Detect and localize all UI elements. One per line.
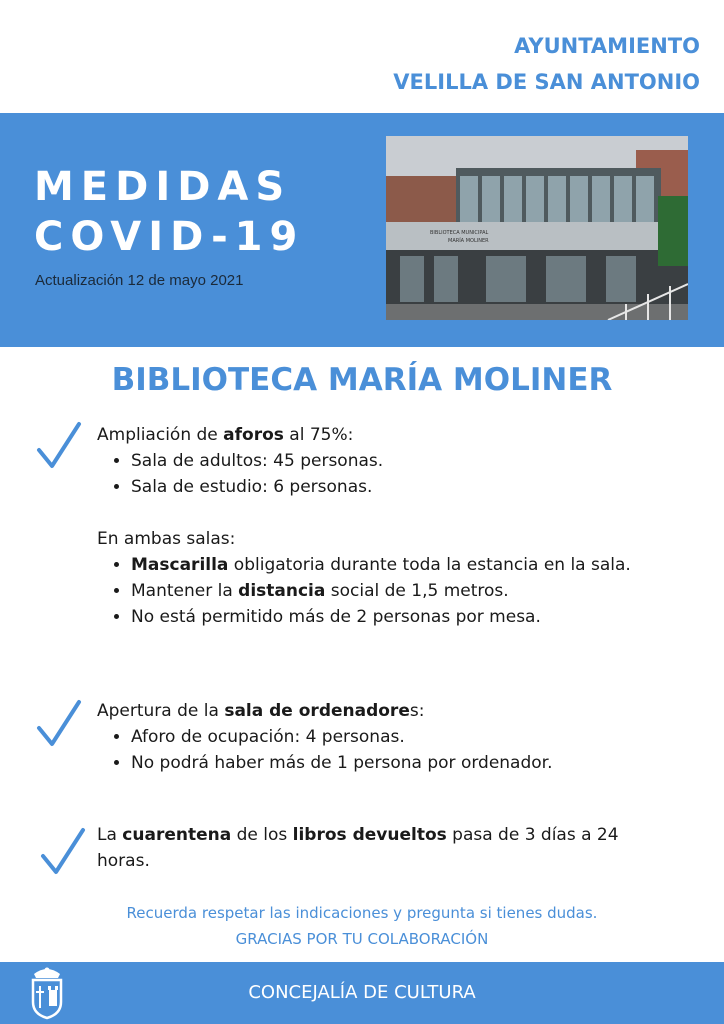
- list-item: • No está permitido más de 2 personas por mesa.: [131, 604, 667, 630]
- text: obligatoria durante toda la estancia en la sala.: [228, 555, 631, 575]
- capacity-intro: [97, 422, 667, 448]
- library-title: BIBLIOTECA MARÍA MOLINER: [111, 362, 613, 398]
- text: s:: [409, 701, 425, 721]
- checkmark-icon: [36, 420, 82, 472]
- text: Ampliación de: [97, 425, 224, 445]
- computer-room-section: [97, 698, 667, 776]
- text: pasa de 3 días a 24 horas.: [97, 825, 619, 871]
- organization-name: [393, 28, 700, 100]
- rules-list: [97, 552, 667, 630]
- computer-room-list: [97, 724, 667, 776]
- both-rooms-label: En ambas salas:: [97, 529, 236, 549]
- update-date: Actualización 12 de mayo 2021: [35, 272, 244, 289]
- list-item: • Sala de estudio: 6 personas.: [131, 474, 667, 500]
- library-building-image: [386, 136, 688, 320]
- org-line-1: AYUNTAMIENTO: [514, 34, 700, 58]
- list-item: • No podrá haber más de 1 persona por ordenador.: [131, 750, 667, 776]
- computer-room-intro: [97, 698, 667, 724]
- text-bold: libros devueltos: [292, 825, 447, 845]
- text: social de 1,5 metros.: [325, 581, 509, 601]
- text-bold: cuarentena: [122, 825, 232, 845]
- org-line-2: VELILLA DE SAN ANTONIO: [393, 70, 700, 94]
- text-bold: sala de ordenadore: [224, 701, 410, 721]
- checkmark-icon: [36, 698, 82, 750]
- text-bold: Mascarilla: [131, 555, 229, 575]
- checkmark-icon: [40, 826, 86, 878]
- text: Apertura de la: [97, 701, 225, 721]
- quarantine-text: [97, 822, 657, 874]
- thanks-text: GRACIAS POR TU COLABORACIÓN: [235, 930, 489, 948]
- photo-sign-line-1: BIBLIOTECA MUNICIPAL: [430, 230, 489, 236]
- text: de los: [231, 825, 293, 845]
- capacity-section: [97, 422, 667, 630]
- text: Mantener la: [131, 581, 239, 601]
- list-item: • Sala de adultos: 45 personas.: [131, 448, 667, 474]
- reminder-text: Recuerda respetar las indicaciones y pregunta si tienes dudas.: [126, 904, 598, 922]
- capacity-list: [97, 448, 667, 500]
- text-bold: aforos: [223, 425, 284, 445]
- list-item: • Aforo de ocupación: 4 personas.: [131, 724, 667, 750]
- quarantine-section: [97, 822, 657, 874]
- text: al 75%:: [283, 425, 354, 445]
- page-title: [34, 162, 304, 262]
- library-photo: [386, 136, 688, 320]
- footer-text: CONCEJALÍA DE CULTURA: [248, 982, 476, 1003]
- title-line-2: COVID-19: [34, 214, 305, 260]
- list-item: [131, 552, 667, 578]
- text-bold: distancia: [238, 581, 326, 601]
- photo-sign-line-2: MARÍA MOLINER: [448, 238, 489, 244]
- text: La: [97, 825, 123, 845]
- list-item: [131, 578, 667, 604]
- title-line-1: MEDIDAS: [34, 164, 292, 210]
